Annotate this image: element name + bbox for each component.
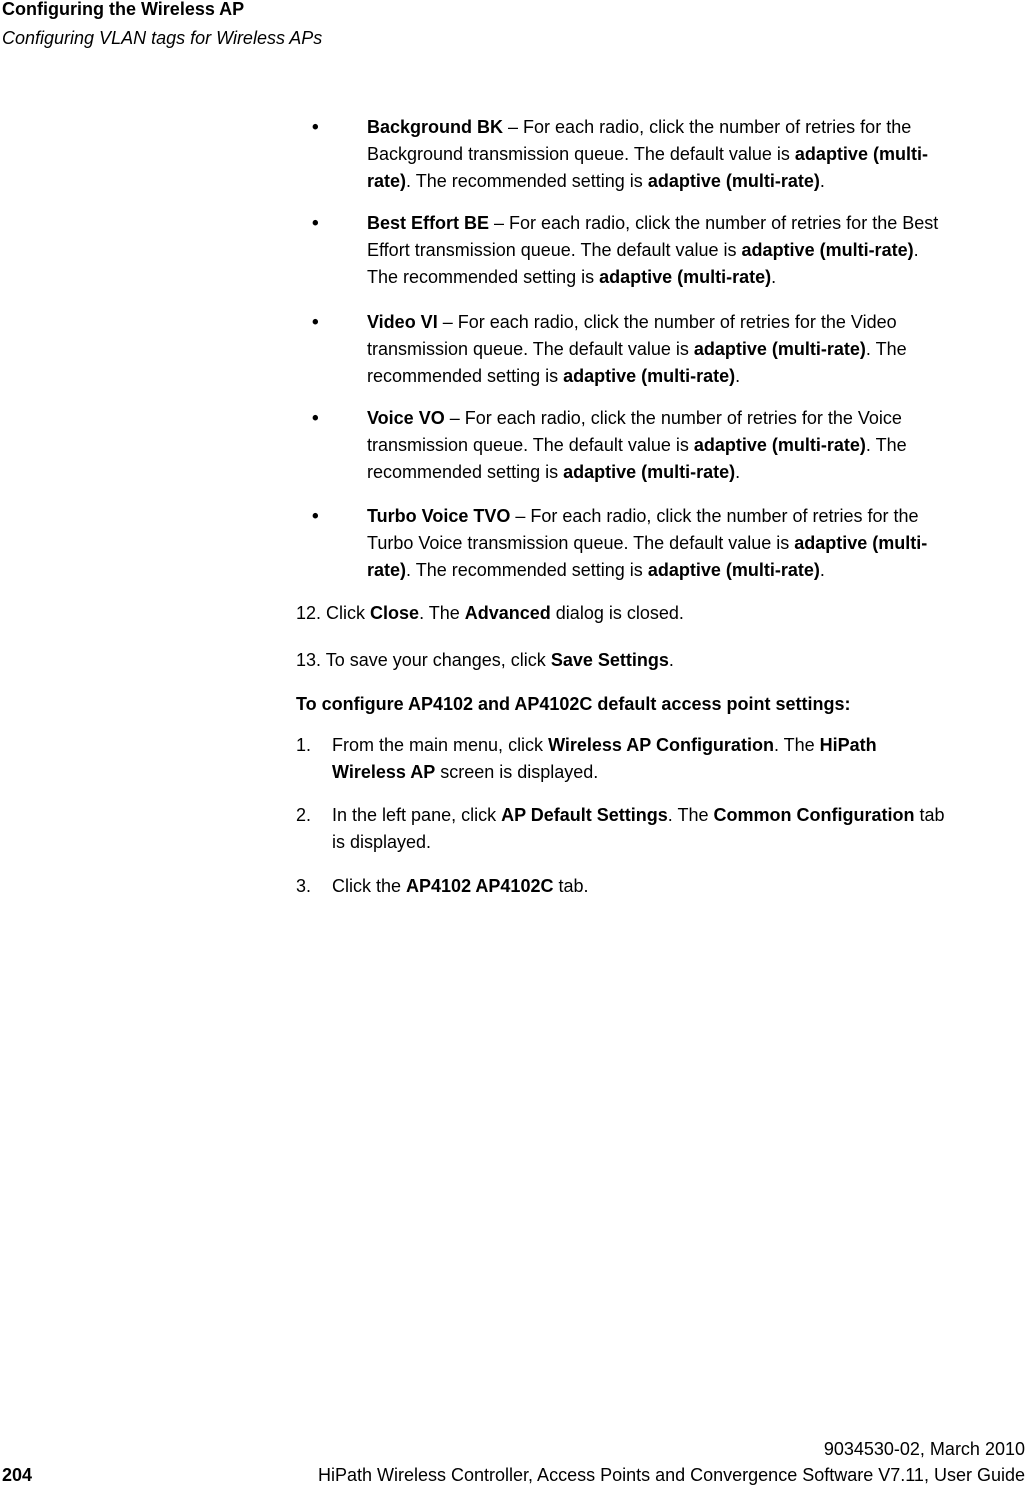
doc-title: HiPath Wireless Controller, Access Points and Convergence Software V7.11, User Guide <box>317 1465 1025 1485</box>
bullet-marker: • <box>312 213 319 234</box>
bullet-text: Best Effort BE – For each radio, click the number of retries for the Best Effort transmission queue. The default value is adaptive (multi-rate). The recommended setting is adaptive (multi-rate). <box>367 213 939 287</box>
bullet-marker: • <box>312 408 319 429</box>
step-number: 2. <box>296 805 312 825</box>
step-text: From the main menu, click Wireless AP Configuration. The HiPath Wireless AP screen is displayed. <box>332 735 877 782</box>
section-title: Configuring VLAN tags for Wireless APs <box>2 28 323 48</box>
procedure-heading: To configure AP4102 and AP4102C default access point settings: <box>296 694 851 714</box>
bullet-marker: • <box>312 506 319 527</box>
bullet-marker: • <box>312 117 319 138</box>
step-number: 3. <box>296 876 312 896</box>
chapter-title: Configuring the Wireless AP <box>2 0 245 19</box>
bullet-text: Background BK – For each radio, click the number of retries for the Background transmission queue. The default value is adaptive (multi- rate). The recommended setting is adaptive (multi-rate). <box>367 117 928 191</box>
bullet-text: Video VI – For each radio, click the number of retries for the Video transmission queue. The default value is adaptive (multi-rate). The recommended setting is adaptive (multi-rate). <box>367 312 907 386</box>
bullet-marker: • <box>312 312 319 333</box>
step-text: Click the AP4102 AP4102C tab. <box>332 876 589 896</box>
page-number: 204 <box>2 1465 33 1485</box>
step-12: 12. Click Close. The Advanced dialog is closed. <box>296 603 684 623</box>
doc-id: 9034530-02, March 2010 <box>823 1439 1025 1459</box>
step-number: 1. <box>296 735 312 755</box>
step-text: In the left pane, click AP Default Settings. The Common Configuration tab is displayed. <box>332 805 945 852</box>
bullet-text: Voice VO – For each radio, click the number of retries for the Voice transmission queue. The default value is adaptive (multi-rate). The recommended setting is adaptive (multi-rate). <box>367 408 907 482</box>
bullet-text: Turbo Voice TVO – For each radio, click the number of retries for the Turbo Voice transmission queue. The default value is adaptive (multi- rate). The recommended setting is adaptive (multi-rate). <box>367 506 928 580</box>
step-13: 13. To save your changes, click Save Settings. <box>296 650 674 670</box>
